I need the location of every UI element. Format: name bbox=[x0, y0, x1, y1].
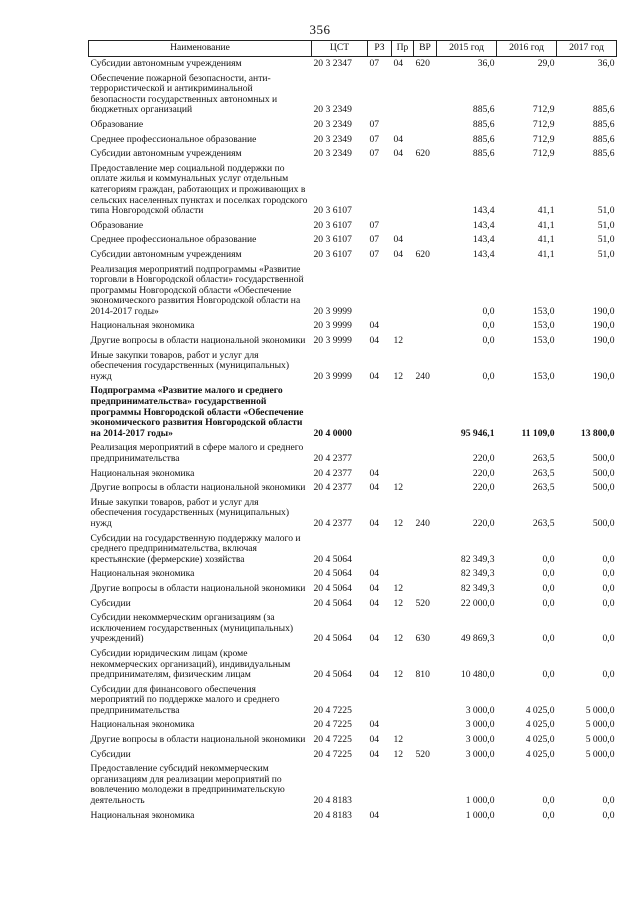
budget-table bbox=[88, 40, 617, 823]
row-rz bbox=[368, 532, 392, 568]
table-row bbox=[89, 718, 617, 733]
row-value-2017: 500,0 bbox=[592, 453, 615, 464]
row-name: Реализация мероприятий подпрограммы «Развитие торговли в Новгородской области» государственной программы Новгородской области «Обеспечение экономического развития Новгородской области на 2014-2017 годы» bbox=[90, 263, 304, 317]
row-pr: 04 bbox=[393, 148, 404, 160]
row-rz: 04 bbox=[369, 335, 380, 347]
table-row bbox=[89, 597, 617, 612]
row-name: Образование bbox=[90, 118, 144, 130]
row-vr bbox=[414, 467, 437, 482]
row-cst: 20 3 9999 bbox=[313, 320, 352, 332]
table-row bbox=[89, 441, 617, 466]
row-value-2015: 885,6 bbox=[472, 133, 495, 145]
table-row bbox=[89, 733, 617, 748]
row-pr: 12 bbox=[393, 517, 404, 529]
row-pr bbox=[392, 319, 414, 334]
row-value-2017: 190,0 bbox=[592, 335, 615, 347]
row-vr bbox=[414, 118, 437, 133]
row-cst: 20 4 5064 bbox=[313, 669, 352, 681]
table-row bbox=[89, 532, 617, 568]
row-value-2016: 0,0 bbox=[542, 669, 555, 681]
row-vr bbox=[414, 384, 437, 441]
row-value-2017: 0,0 bbox=[602, 795, 615, 807]
row-vr bbox=[414, 762, 437, 808]
table-row bbox=[89, 748, 617, 763]
row-cst: 20 3 2349 bbox=[313, 148, 352, 160]
row-value-2015: 1 000,0 bbox=[465, 795, 495, 807]
row-pr: 12 bbox=[393, 597, 404, 609]
row-value-2016: 153,0 bbox=[532, 335, 555, 347]
row-name: Субсидии автономным учреждениям bbox=[90, 58, 242, 69]
table-row bbox=[89, 263, 617, 320]
row-pr bbox=[392, 718, 414, 733]
row-value-2015: 36,0 bbox=[477, 58, 495, 69]
row-cst: 20 3 2349 bbox=[313, 118, 352, 130]
row-pr: 04 bbox=[393, 58, 404, 69]
row-rz: 07 bbox=[369, 234, 380, 246]
row-vr bbox=[414, 233, 437, 248]
row-value-2017: 190,0 bbox=[592, 305, 615, 317]
row-pr bbox=[392, 263, 414, 320]
row-vr bbox=[414, 718, 437, 733]
row-vr: 810 bbox=[415, 669, 430, 681]
row-cst: 20 4 7225 bbox=[313, 719, 352, 731]
table-row bbox=[89, 147, 617, 162]
row-cst: 20 4 8183 bbox=[313, 809, 352, 821]
row-value-2017: 13 800,0 bbox=[580, 427, 615, 439]
row-value-2016: 0,0 bbox=[542, 553, 555, 565]
row-cst: 20 4 5064 bbox=[313, 553, 352, 565]
row-rz bbox=[368, 263, 392, 320]
row-cst: 20 4 5064 bbox=[313, 568, 352, 580]
table-row bbox=[89, 582, 617, 597]
row-pr bbox=[392, 567, 414, 582]
row-value-2016: 263,5 bbox=[532, 517, 555, 529]
row-value-2017: 51,0 bbox=[597, 248, 615, 260]
row-value-2017: 885,6 bbox=[592, 118, 615, 130]
table-row bbox=[89, 467, 617, 482]
row-cst: 20 3 9999 bbox=[313, 305, 352, 317]
row-value-2015: 3 000,0 bbox=[465, 719, 495, 731]
row-vr bbox=[414, 219, 437, 234]
row-rz bbox=[368, 441, 392, 466]
row-value-2016: 0,0 bbox=[542, 568, 555, 580]
row-value-2017: 0,0 bbox=[602, 633, 615, 645]
row-rz: 07 bbox=[369, 248, 380, 260]
page-number: 356 bbox=[309, 22, 331, 37]
table-body bbox=[89, 57, 617, 824]
row-rz: 04 bbox=[369, 633, 380, 645]
row-name: Субсидии автономным учреждениям bbox=[90, 148, 242, 160]
row-vr: 620 bbox=[415, 248, 430, 260]
row-pr bbox=[392, 532, 414, 568]
row-value-2016: 41,1 bbox=[537, 219, 555, 231]
row-cst: 20 3 6107 bbox=[313, 219, 352, 231]
row-value-2015: 220,0 bbox=[472, 517, 495, 529]
row-value-2015: 143,4 bbox=[472, 248, 495, 260]
table-row bbox=[89, 118, 617, 133]
row-rz bbox=[368, 72, 392, 118]
row-vr bbox=[414, 683, 437, 719]
row-value-2016: 41,1 bbox=[537, 248, 555, 260]
row-vr: 240 bbox=[415, 517, 430, 529]
table-row bbox=[89, 647, 617, 683]
table-row bbox=[89, 233, 617, 248]
row-value-2016: 41,1 bbox=[537, 205, 555, 217]
row-name: Предоставление субсидий некоммерческим организациям для реализации мероприятий по вовлечению молодежи в предпринимательскую деятельность bbox=[90, 763, 285, 807]
row-value-2015: 82 349,3 bbox=[460, 568, 495, 580]
row-name: Национальная экономика bbox=[90, 320, 195, 332]
row-name: Субсидии bbox=[90, 597, 131, 609]
row-rz: 04 bbox=[369, 734, 380, 746]
row-rz bbox=[368, 162, 392, 219]
row-value-2017: 51,0 bbox=[597, 205, 615, 217]
row-rz: 04 bbox=[369, 370, 380, 382]
table-row bbox=[89, 57, 617, 72]
row-vr bbox=[414, 162, 437, 219]
row-pr bbox=[392, 683, 414, 719]
row-rz bbox=[368, 384, 392, 441]
row-value-2015: 143,4 bbox=[472, 234, 495, 246]
row-pr bbox=[392, 809, 414, 824]
row-name: Другие вопросы в области национальной экономики bbox=[90, 734, 306, 746]
row-pr bbox=[392, 219, 414, 234]
row-value-2017: 0,0 bbox=[602, 553, 615, 565]
row-cst: 20 4 8183 bbox=[313, 795, 352, 807]
row-cst: 20 4 2377 bbox=[313, 482, 352, 494]
row-value-2017: 885,6 bbox=[592, 104, 615, 116]
table-row bbox=[89, 762, 617, 808]
row-cst: 20 3 2349 bbox=[313, 133, 352, 145]
row-name: Национальная экономика bbox=[90, 719, 195, 731]
row-value-2017: 0,0 bbox=[602, 582, 615, 594]
row-rz: 04 bbox=[369, 748, 380, 760]
row-rz: 04 bbox=[369, 809, 380, 821]
row-value-2015: 0,0 bbox=[482, 320, 495, 332]
row-vr bbox=[414, 319, 437, 334]
table-row bbox=[89, 683, 617, 719]
row-pr: 12 bbox=[393, 669, 404, 681]
row-value-2017: 0,0 bbox=[602, 809, 615, 821]
row-rz: 04 bbox=[369, 597, 380, 609]
column-header-name: Наименование bbox=[89, 41, 312, 57]
table-row bbox=[89, 133, 617, 148]
row-pr bbox=[392, 762, 414, 808]
row-cst: 20 3 9999 bbox=[313, 335, 352, 347]
row-vr: 240 bbox=[415, 370, 430, 382]
row-rz: 07 bbox=[369, 219, 380, 231]
row-name: Подпрограмма «Развитие малого и среднего предпринимательства» государственной программы Новгородской области «Обеспечение экономического развития Новгородской области на 2014-2017 годы» bbox=[90, 385, 304, 439]
row-value-2016: 41,1 bbox=[537, 234, 555, 246]
row-vr bbox=[414, 72, 437, 118]
row-value-2016: 4 025,0 bbox=[525, 719, 555, 731]
row-value-2015: 0,0 bbox=[482, 305, 495, 317]
row-rz: 04 bbox=[369, 517, 380, 529]
row-name: Другие вопросы в области национальной экономики bbox=[90, 582, 306, 594]
row-value-2017: 0,0 bbox=[602, 597, 615, 609]
row-rz: 04 bbox=[369, 719, 380, 731]
row-cst: 20 4 7225 bbox=[313, 748, 352, 760]
row-value-2017: 500,0 bbox=[592, 467, 615, 479]
row-value-2017: 0,0 bbox=[602, 669, 615, 681]
table-row bbox=[89, 219, 617, 234]
column-header-rz: РЗ bbox=[368, 41, 392, 57]
row-cst: 20 4 2377 bbox=[313, 453, 352, 464]
row-pr: 12 bbox=[393, 748, 404, 760]
row-cst: 20 4 0000 bbox=[313, 427, 352, 439]
row-cst: 20 3 6107 bbox=[313, 234, 352, 246]
row-value-2016: 4 025,0 bbox=[525, 734, 555, 746]
row-vr bbox=[414, 481, 437, 496]
row-value-2016: 0,0 bbox=[542, 633, 555, 645]
row-cst: 20 4 7225 bbox=[313, 734, 352, 746]
row-name: Среднее профессиональное образование bbox=[90, 133, 257, 145]
row-value-2017: 5 000,0 bbox=[585, 748, 615, 760]
table-row bbox=[89, 496, 617, 532]
column-header-2015: 2015 год bbox=[437, 41, 497, 57]
row-value-2016: 0,0 bbox=[542, 809, 555, 821]
row-name: Другие вопросы в области национальной экономики bbox=[90, 335, 306, 347]
row-cst: 20 4 2377 bbox=[313, 467, 352, 479]
row-value-2015: 220,0 bbox=[472, 482, 495, 494]
row-value-2015: 885,6 bbox=[472, 148, 495, 160]
table-row bbox=[89, 72, 617, 118]
row-name: Предоставление мер социальной поддержки по оплате жилья и коммунальных услуг отдельным категориям граждан, работающих и проживающих в сельских населенных пунктах и поселках городского типа Новгородской области bbox=[90, 162, 308, 217]
row-name: Образование bbox=[90, 219, 144, 231]
row-pr: 12 bbox=[393, 582, 404, 594]
row-value-2015: 0,0 bbox=[482, 370, 495, 382]
row-name: Национальная экономика bbox=[90, 809, 195, 821]
row-cst: 20 3 2347 bbox=[313, 58, 352, 69]
row-vr bbox=[414, 133, 437, 148]
row-pr bbox=[392, 118, 414, 133]
table-row bbox=[89, 319, 617, 334]
row-value-2017: 51,0 bbox=[597, 234, 615, 246]
row-value-2016: 712,9 bbox=[532, 148, 555, 160]
row-name: Реализация мероприятий в сфере малого и среднего предпринимательства bbox=[90, 442, 304, 464]
row-rz: 04 bbox=[369, 669, 380, 681]
row-vr bbox=[414, 733, 437, 748]
column-header-vr: ВР bbox=[414, 41, 437, 57]
row-cst: 20 4 7225 bbox=[313, 704, 352, 716]
row-value-2015: 49 869,3 bbox=[460, 633, 495, 645]
row-pr: 12 bbox=[393, 482, 404, 494]
row-rz: 04 bbox=[369, 320, 380, 332]
row-value-2015: 82 349,3 bbox=[460, 553, 495, 565]
row-value-2015: 3 000,0 bbox=[465, 704, 495, 716]
row-vr bbox=[414, 441, 437, 466]
row-cst: 20 3 6107 bbox=[313, 205, 352, 217]
row-name: Субсидии некоммерческим организациям (за исключением государственных (муниципальных) учреждений) bbox=[90, 612, 294, 645]
row-name: Обеспечение пожарной безопасности, анти-террористической и антикриминальной безопасности государственных автономных и бюджетных организаций bbox=[90, 72, 278, 116]
row-value-2015: 1 000,0 bbox=[465, 809, 495, 821]
row-pr: 12 bbox=[393, 633, 404, 645]
row-vr: 620 bbox=[415, 148, 430, 160]
row-value-2015: 10 480,0 bbox=[460, 669, 495, 681]
row-value-2017: 885,6 bbox=[592, 148, 615, 160]
row-value-2017: 500,0 bbox=[592, 482, 615, 494]
row-value-2017: 885,6 bbox=[592, 133, 615, 145]
table-row bbox=[89, 334, 617, 349]
row-vr bbox=[414, 582, 437, 597]
row-value-2016: 153,0 bbox=[532, 370, 555, 382]
table-row bbox=[89, 567, 617, 582]
table-row bbox=[89, 809, 617, 824]
row-name: Субсидии bbox=[90, 748, 131, 760]
row-value-2015: 0,0 bbox=[482, 335, 495, 347]
row-rz bbox=[368, 683, 392, 719]
row-pr: 12 bbox=[393, 335, 404, 347]
row-name: Субсидии для финансового обеспечения мероприятий по поддержке малого и среднего предпринимательства bbox=[90, 683, 280, 716]
row-pr bbox=[392, 384, 414, 441]
row-vr bbox=[414, 532, 437, 568]
column-header-2016: 2016 год bbox=[497, 41, 557, 57]
row-vr bbox=[414, 263, 437, 320]
table-row bbox=[89, 248, 617, 263]
row-vr: 520 bbox=[415, 748, 430, 760]
row-name: Национальная экономика bbox=[90, 467, 195, 479]
row-value-2016: 153,0 bbox=[532, 320, 555, 332]
row-value-2015: 82 349,3 bbox=[460, 582, 495, 594]
row-value-2017: 0,0 bbox=[602, 568, 615, 580]
row-value-2016: 11 109,0 bbox=[521, 427, 555, 439]
row-value-2016: 0,0 bbox=[542, 795, 555, 807]
column-header-cst: ЦСТ bbox=[312, 41, 368, 57]
row-value-2017: 190,0 bbox=[592, 320, 615, 332]
row-vr bbox=[414, 334, 437, 349]
row-cst: 20 3 6107 bbox=[313, 248, 352, 260]
row-cst: 20 3 9999 bbox=[313, 370, 352, 382]
row-value-2015: 22 000,0 bbox=[460, 597, 495, 609]
row-pr bbox=[392, 441, 414, 466]
row-value-2017: 51,0 bbox=[597, 219, 615, 231]
row-rz bbox=[368, 762, 392, 808]
row-cst: 20 4 5064 bbox=[313, 597, 352, 609]
row-value-2015: 3 000,0 bbox=[465, 748, 495, 760]
row-value-2016: 263,5 bbox=[532, 467, 555, 479]
row-pr: 04 bbox=[393, 248, 404, 260]
row-rz: 07 bbox=[369, 133, 380, 145]
row-value-2017: 190,0 bbox=[592, 370, 615, 382]
row-value-2015: 220,0 bbox=[472, 453, 495, 464]
table-row bbox=[89, 611, 617, 647]
row-value-2015: 3 000,0 bbox=[465, 734, 495, 746]
column-header-2017: 2017 год bbox=[557, 41, 617, 57]
row-vr: 630 bbox=[415, 633, 430, 645]
row-vr bbox=[414, 567, 437, 582]
row-pr: 12 bbox=[393, 370, 404, 382]
column-header-pr: Пр bbox=[392, 41, 414, 57]
row-name: Иные закупки товаров, работ и услуг для обеспечения государственных (муниципальных) нужд bbox=[90, 496, 290, 529]
row-value-2016: 0,0 bbox=[542, 597, 555, 609]
table-row bbox=[89, 349, 617, 385]
row-rz: 04 bbox=[369, 467, 380, 479]
row-value-2015: 143,4 bbox=[472, 219, 495, 231]
row-rz: 07 bbox=[369, 58, 380, 69]
row-name: Субсидии на государственную поддержку малого и среднего предпринимательства, включая крестьянские (фермерские) хозяйства bbox=[90, 532, 301, 565]
row-value-2017: 5 000,0 bbox=[585, 704, 615, 716]
row-value-2016: 0,0 bbox=[542, 582, 555, 594]
row-cst: 20 4 5064 bbox=[313, 633, 352, 645]
row-name: Субсидии автономным учреждениям bbox=[90, 248, 242, 260]
row-value-2016: 29,0 bbox=[537, 58, 555, 69]
row-cst: 20 4 2377 bbox=[313, 517, 352, 529]
row-pr: 04 bbox=[393, 234, 404, 246]
row-vr: 620 bbox=[415, 58, 430, 69]
row-value-2017: 5 000,0 bbox=[585, 734, 615, 746]
row-value-2016: 712,9 bbox=[532, 133, 555, 145]
row-rz: 07 bbox=[369, 148, 380, 160]
row-vr bbox=[414, 809, 437, 824]
row-value-2016: 153,0 bbox=[532, 305, 555, 317]
row-value-2016: 4 025,0 bbox=[525, 704, 555, 716]
row-value-2016: 4 025,0 bbox=[525, 748, 555, 760]
row-value-2015: 143,4 bbox=[472, 205, 495, 217]
row-name: Иные закупки товаров, работ и услуг для обеспечения государственных (муниципальных) нужд bbox=[90, 349, 290, 382]
table-row bbox=[89, 481, 617, 496]
row-pr bbox=[392, 162, 414, 219]
row-name: Другие вопросы в области национальной экономики bbox=[90, 482, 306, 494]
row-value-2015: 885,6 bbox=[472, 118, 495, 130]
row-name: Среднее профессиональное образование bbox=[90, 234, 257, 246]
row-vr: 520 bbox=[415, 597, 430, 609]
row-value-2015: 220,0 bbox=[472, 467, 495, 479]
row-rz: 07 bbox=[369, 118, 380, 130]
row-cst: 20 3 2349 bbox=[313, 104, 352, 116]
table-row bbox=[89, 162, 617, 219]
row-value-2015: 95 946,1 bbox=[460, 427, 495, 439]
row-value-2015: 885,6 bbox=[472, 104, 495, 116]
row-pr bbox=[392, 72, 414, 118]
row-rz: 04 bbox=[369, 568, 380, 580]
row-value-2016: 263,5 bbox=[532, 482, 555, 494]
row-pr: 04 bbox=[393, 133, 404, 145]
table-row bbox=[89, 384, 617, 441]
row-value-2017: 500,0 bbox=[592, 517, 615, 529]
row-rz: 04 bbox=[369, 482, 380, 494]
row-name: Субсидии юридическим лицам (кроме некоммерческих организаций), индивидуальным предпринимателям, физическим лицам bbox=[90, 647, 291, 681]
row-value-2016: 263,5 bbox=[532, 453, 555, 464]
row-pr bbox=[392, 467, 414, 482]
row-value-2016: 712,9 bbox=[532, 104, 555, 116]
row-value-2017: 5 000,0 bbox=[585, 719, 615, 731]
row-cst: 20 4 5064 bbox=[313, 582, 352, 594]
row-value-2017: 36,0 bbox=[597, 58, 615, 69]
row-name: Национальная экономика bbox=[90, 568, 195, 580]
row-pr: 12 bbox=[393, 734, 404, 746]
table-header-row bbox=[89, 41, 617, 57]
row-rz: 04 bbox=[369, 582, 380, 594]
row-value-2016: 712,9 bbox=[532, 118, 555, 130]
